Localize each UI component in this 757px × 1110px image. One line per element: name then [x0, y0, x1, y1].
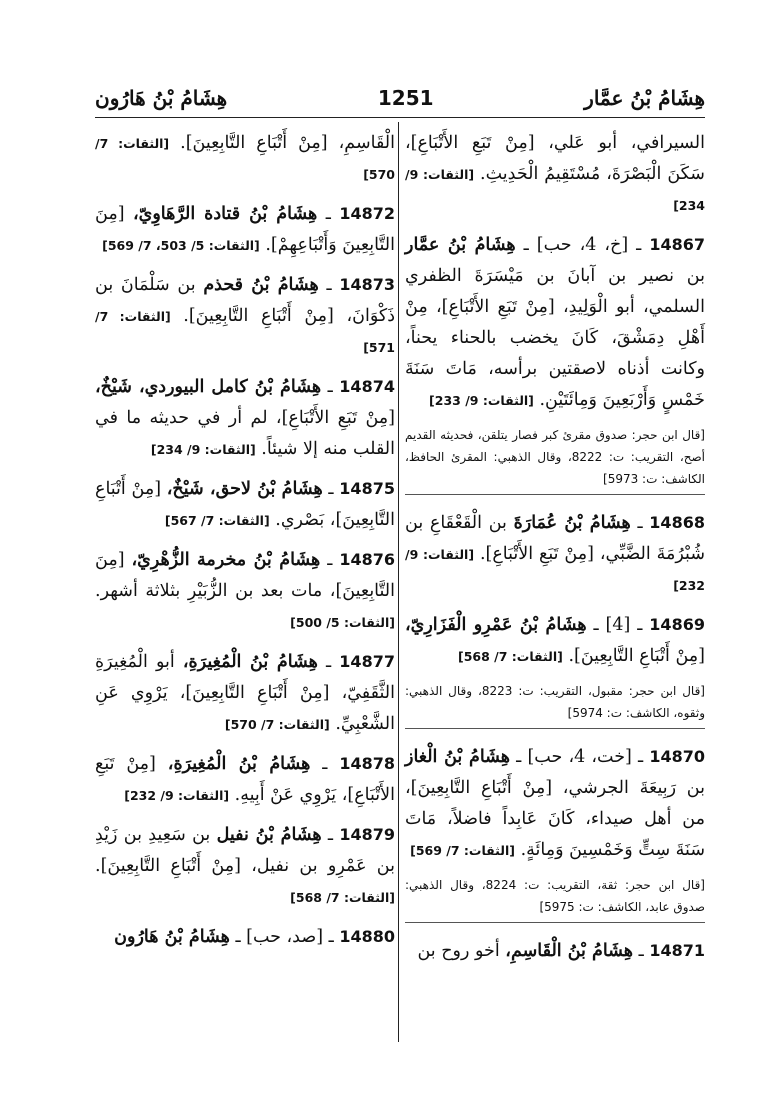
- entry-number: 14880: [339, 927, 395, 946]
- entry-reference: [الثقات: 9/ 234]: [150, 442, 256, 457]
- entry-tag: ـ: [327, 377, 333, 397]
- right-column: [405, 128, 705, 975]
- entry-name: هِشَامُ بْنُ لاحق، شَيْخٌ،: [166, 479, 323, 499]
- header-right-title: هِشَامُ بْنُ عمَّار: [584, 86, 705, 110]
- entry-footnote: [قال ابن حجر: صدوق مقرئ كبر فصار يتلقن، فحديثه القديم أصح، التقريب: ت: 8222، وقال الذهبي: المقرئ الحافظ، الكاشف: ت: 5973]: [405, 424, 705, 495]
- entry-reference: [الثقات: 7/ 568]: [458, 649, 563, 664]
- entry-reference: [الثقات: 9/ 234]: [405, 167, 705, 213]
- entry-tag: ـ: [326, 652, 332, 672]
- entry-text: بن نصير بن آبانَ بن مَيْسَرَةَ الظفري السلمي، أبو الْوَلِيدِ، [مِنْ تَبَعِ الأَتْبَاعِ]، مِنْ أَهْلِ دِمَشْقَ، كَانَ يخضب بالحناء يحناً، وكانت أذناه لاصقتين برأسه، مَاتَ سَنَةَ خَمْسٍ وَأَرْبَعِينَ وَمِائَتَيْنِ.: [405, 266, 705, 410]
- entry-reference: [الثقات: 7/ 569]: [410, 843, 515, 858]
- entry: [95, 198, 395, 261]
- entry-reference: [الثقات: 7/ 567]: [164, 513, 270, 528]
- entry-name: هِشَامُ بْنُ عمَّار: [405, 235, 516, 255]
- entry: [95, 128, 395, 190]
- entry-name: هِشَامُ بْنُ الْمُغِيرَةِ،: [182, 652, 318, 672]
- entry-tag: ـ [صد، حب] ـ: [235, 927, 334, 947]
- entry-number: 14868: [649, 513, 705, 532]
- entry: [95, 544, 395, 638]
- entry-reference: [الثقات: 9/ 232]: [124, 788, 230, 803]
- entry: [405, 609, 705, 672]
- entry-text: [مِنْ أَتْبَاعِ التَّابِعِينَ]، بَصْري.: [95, 479, 395, 530]
- entry-tag: ـ [خت، 4، حب] ـ: [516, 747, 644, 767]
- entry-number: 14876: [339, 550, 395, 569]
- header-rule: [95, 117, 705, 118]
- entry: [405, 507, 705, 601]
- header-left-title: هِشَامُ بْنُ هَارُون: [95, 86, 228, 110]
- entry-text: [مِنَ التَّابِعِينَ]، مات بعد بن الزُّبَيْرِ بثلاثة أشهر.: [95, 550, 395, 601]
- entry: [95, 473, 395, 536]
- entry-reference: [الثقات: 7/ 570]: [95, 136, 395, 182]
- entry-tag: ـ [خ، 4، حب] ـ: [523, 235, 642, 255]
- entry: [95, 921, 395, 953]
- entry: [405, 935, 705, 967]
- entry-number: 14870: [649, 747, 705, 766]
- entry-text: [مِنْ أَتْبَاعِ التَّابِعِينَ].: [568, 646, 705, 666]
- entry-reference: [الثقات: 7/ 568]: [290, 890, 395, 905]
- entry-text: السيرافي، أبو عَلي، [مِنْ تَبَعِ الأَتْبَاعِ]، سَكَنَ الْبَصْرَةَ، مُسْتَقِيمُ الْحَدِيثِ.: [405, 133, 705, 184]
- entry-reference: [الثقات: 7/ 570]: [224, 717, 330, 732]
- entry: [405, 741, 705, 866]
- entry-tag: ـ: [637, 513, 643, 533]
- entry-tag: ـ: [326, 275, 332, 295]
- entry-reference: [الثقات: 5/ 500]: [290, 615, 395, 630]
- entry: [95, 646, 395, 740]
- entry-name: هِشَامُ بْنُ عَمْرِو الْفَزَارِيّ،: [405, 615, 587, 635]
- entry-number: 14867: [649, 235, 705, 254]
- entry-text: أخو روح بن: [417, 941, 500, 961]
- entry-number: 14874: [339, 377, 395, 396]
- page-header: [95, 80, 705, 116]
- entry: [405, 128, 705, 221]
- entry-tag: ـ: [322, 754, 328, 774]
- entry-text: بن رَبِيعَةَ الجرشي، [مِنْ أَتْبَاعِ التَّابِعِينَ]، من أهل صيداء، كَانَ عَابِداً فاضلاً، مَاتَ سَنَةَ سِتٍّ وَخَمْسِينَ وَمِائَةٍ.: [405, 778, 705, 860]
- entry-tag: ـ [4] ـ: [593, 615, 643, 635]
- entry-number: 14875: [339, 479, 395, 498]
- entry-reference: [الثقات: 9/ 233]: [429, 393, 534, 408]
- entry-footnote: [قال ابن حجر: مقبول، التقريب: ت: 8223، وقال الذهبي: وثقوه، الكاشف: ت: 5974]: [405, 680, 705, 729]
- entry-number: 14871: [649, 941, 705, 960]
- entry-name: هِشَامُ بْنُ نفيل: [216, 825, 322, 845]
- entry-name: هِشَامُ بْنُ قحذم: [203, 275, 319, 295]
- entry: [405, 229, 705, 416]
- entry-text: الْقَاسِمِ، [مِنْ أَتْبَاعِ التَّابِعِينَ].: [180, 133, 395, 153]
- column-divider: [398, 122, 399, 1042]
- entry-number: 14877: [339, 652, 395, 671]
- entry-tag: ـ: [325, 204, 331, 224]
- entry-reference: [الثقات: 9/ 232]: [405, 547, 705, 593]
- entry-number: 14878: [339, 754, 395, 773]
- entry: [95, 269, 395, 363]
- entry-name: هِشَامُ بْنُ الْمُغِيرَةِ،: [167, 754, 311, 774]
- entry-number: 14873: [339, 275, 395, 294]
- entry-text: أبو الْمُغِيرَةِ الثَّقَفِيّ، [مِنْ أَتْبَاعِ التَّابِعِينَ]، يَرْوِي عَنِ الشَّعْبِيِّ.: [95, 652, 395, 734]
- entry-number: 14879: [339, 825, 395, 844]
- entry: [95, 819, 395, 913]
- entry-text: بن الْقَعْقَاعِ بن شُبْرُمَةَ الضَّبِّي، [مِنْ تَبَعِ الأَتْبَاعِ].: [405, 513, 705, 564]
- entry-name: هِشَامُ بْنُ الْغاز: [405, 747, 510, 767]
- entry-text: بن سَعِيدِ بن زَيْدِ بن عَمْرِو بن نفيل، [مِنْ أَتْبَاعِ التَّابِعِينَ].: [95, 825, 395, 876]
- entry-name: هِشَامُ بْنُ كامل البيوردي، شَيْخٌ،: [95, 377, 322, 397]
- entry-name: هِشَامُ بْنُ الْقَاسِمِ،: [505, 941, 634, 961]
- page-number: 1251: [377, 86, 434, 110]
- entry-name: هِشَامُ بْنُ هَارُون: [114, 927, 230, 947]
- left-column: [95, 128, 395, 961]
- entry-name: هِشَامُ بْنُ قتادة الرَّهَاوِيّ،: [132, 204, 318, 224]
- entry-text: [مِنَ التَّابِعِينَ وَأَتْبَاعِهِمْ].: [95, 204, 395, 255]
- entry-tag: ـ: [638, 941, 644, 961]
- entry-tag: ـ: [327, 550, 333, 570]
- entry-name: هِشَامُ بْنُ عُمَارَةَ: [513, 513, 631, 533]
- entry-footnote: [قال ابن حجر: ثقة، التقريب: ت: 8224، وقال الذهبي: صدوق عابد، الكاشف: ت: 5975]: [405, 874, 705, 923]
- entry-tag: ـ: [327, 825, 334, 845]
- entry-tag: ـ: [328, 479, 334, 499]
- entry-text: [مِنْ تَبَعِ الأَتْبَاعِ]، يَرْوِي عَنْ أَبِيهِ.: [95, 754, 395, 805]
- entry: [95, 371, 395, 465]
- entry-number: 14869: [649, 615, 705, 634]
- entry-number: 14872: [339, 204, 395, 223]
- entry-reference: [الثقات: 7/ 571]: [95, 309, 395, 355]
- entry-text: بن سَلْمَانَ بن ذَكْوَانَ، [مِنْ أَتْبَاعِ التَّابِعِينَ].: [95, 275, 395, 326]
- entry-name: هِشَامُ بْنُ مخرمة الزُّهْرِيّ،: [131, 550, 321, 570]
- entry-reference: [الثقات: 5/ 503، 7/ 569]: [102, 238, 260, 253]
- entry-text: [مِنْ تَبَعِ الأَتْبَاعِ]، لم أر في حديثه ما في القلب منه إلا شيئاً.: [95, 408, 395, 459]
- entry: [95, 748, 395, 811]
